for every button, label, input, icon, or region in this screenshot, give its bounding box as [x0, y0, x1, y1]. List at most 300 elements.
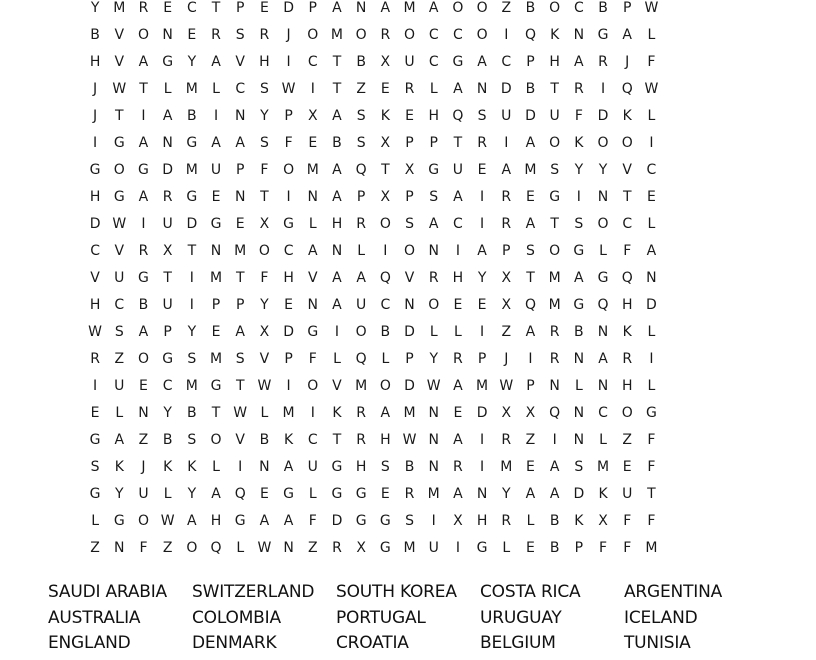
grid-letter[interactable]: W — [160, 513, 175, 529]
grid-letter[interactable]: E — [477, 162, 487, 178]
grid-letter[interactable]: Y — [260, 297, 269, 313]
grid-letter[interactable]: V — [235, 54, 245, 70]
grid-letter[interactable]: X — [307, 108, 318, 124]
grid-letter[interactable]: K — [574, 135, 584, 151]
grid-letter[interactable]: X — [598, 513, 608, 529]
grid-letter[interactable]: U — [428, 540, 439, 556]
grid-letter[interactable]: E — [380, 486, 390, 502]
grid-letter[interactable]: V — [259, 351, 270, 367]
grid-letter[interactable]: I — [213, 108, 219, 124]
grid-letter[interactable]: E — [163, 0, 173, 16]
grid-letter[interactable]: O — [452, 0, 464, 16]
grid-letter[interactable]: A — [525, 486, 536, 502]
grid-letter[interactable]: I — [141, 108, 146, 124]
grid-letter[interactable]: H — [89, 54, 101, 70]
grid-letter[interactable]: M — [645, 540, 658, 556]
grid-letter[interactable]: P — [502, 243, 511, 259]
grid-letter[interactable]: X — [404, 162, 415, 178]
grid-letter[interactable]: O — [597, 216, 609, 232]
grid-letter[interactable]: N — [307, 297, 319, 313]
grid-letter[interactable]: G — [645, 405, 657, 421]
grid-letter[interactable]: V — [114, 54, 125, 70]
grid-letter[interactable]: R — [211, 27, 221, 43]
grid-letter[interactable]: B — [525, 81, 536, 97]
grid-letter[interactable]: H — [380, 432, 391, 448]
grid-letter[interactable]: T — [187, 243, 197, 259]
grid-letter[interactable]: Q — [379, 270, 391, 286]
grid-letter[interactable]: S — [380, 459, 390, 475]
grid-letter[interactable]: Q — [621, 81, 633, 97]
grid-letter[interactable]: O — [307, 27, 319, 43]
grid-letter[interactable]: G — [89, 486, 101, 502]
grid-letter[interactable]: L — [599, 432, 607, 448]
grid-letter[interactable]: B — [549, 513, 560, 529]
grid-letter[interactable]: X — [259, 324, 270, 340]
grid-letter[interactable]: R — [259, 27, 270, 43]
grid-letter[interactable]: G — [89, 162, 101, 178]
grid-letter[interactable]: M — [548, 297, 561, 313]
grid-letter[interactable]: U — [501, 108, 512, 124]
grid-letter[interactable]: Z — [501, 324, 512, 340]
grid-letter[interactable]: R — [622, 351, 633, 367]
grid-letter[interactable]: C — [114, 297, 125, 313]
grid-letter[interactable]: I — [528, 351, 533, 367]
grid-letter[interactable]: D — [89, 216, 101, 232]
grid-letter[interactable]: N — [428, 243, 439, 259]
grid-letter[interactable]: B — [525, 0, 536, 16]
grid-letter[interactable]: I — [480, 189, 485, 205]
grid-letter[interactable]: F — [647, 54, 656, 70]
grid-letter[interactable]: T — [332, 432, 342, 448]
grid-letter[interactable]: N — [428, 459, 439, 475]
grid-letter[interactable]: G — [283, 486, 295, 502]
grid-letter[interactable]: I — [649, 351, 654, 367]
grid-letter[interactable]: S — [259, 135, 269, 151]
grid-letter[interactable]: R — [573, 81, 584, 97]
grid-letter[interactable]: I — [649, 135, 654, 151]
grid-letter[interactable]: A — [211, 54, 221, 70]
grid-letter[interactable]: L — [212, 81, 220, 97]
grid-letter[interactable]: P — [235, 162, 245, 178]
grid-letter[interactable]: G — [210, 378, 222, 394]
grid-letter[interactable]: T — [622, 189, 632, 205]
grid-letter[interactable]: A — [453, 486, 463, 502]
grid-letter[interactable]: M — [548, 270, 561, 286]
grid-letter[interactable]: L — [647, 216, 656, 232]
grid-letter[interactable]: Z — [501, 0, 512, 16]
grid-letter[interactable]: E — [259, 0, 269, 16]
grid-letter[interactable]: I — [310, 405, 315, 421]
grid-letter[interactable]: N — [234, 189, 246, 205]
grid-letter[interactable]: Y — [90, 0, 100, 16]
grid-letter[interactable]: E — [453, 405, 463, 421]
grid-letter[interactable]: P — [211, 297, 221, 313]
grid-letter[interactable]: A — [332, 297, 342, 313]
grid-letter[interactable]: I — [552, 432, 557, 448]
grid-letter[interactable]: A — [235, 324, 245, 340]
grid-letter[interactable]: L — [574, 378, 583, 394]
grid-letter[interactable]: E — [526, 459, 535, 475]
grid-letter[interactable]: S — [187, 432, 197, 448]
grid-letter[interactable]: S — [477, 108, 487, 124]
grid-letter[interactable]: N — [114, 540, 125, 556]
grid-letter[interactable]: L — [308, 216, 317, 232]
grid-letter[interactable]: E — [646, 189, 656, 205]
grid-letter[interactable]: N — [428, 432, 439, 448]
grid-letter[interactable]: E — [187, 27, 197, 43]
grid-letter[interactable]: E — [622, 459, 632, 475]
grid-letter[interactable]: G — [597, 27, 609, 43]
grid-letter[interactable]: B — [187, 108, 197, 124]
grid-letter[interactable]: R — [356, 216, 367, 232]
grid-letter[interactable]: N — [428, 405, 439, 421]
grid-letter[interactable]: M — [476, 378, 489, 394]
grid-letter[interactable]: Q — [524, 27, 536, 43]
grid-letter[interactable]: E — [259, 486, 269, 502]
grid-letter[interactable]: J — [504, 351, 509, 367]
grid-letter[interactable]: Q — [355, 162, 367, 178]
grid-letter[interactable]: W — [402, 432, 417, 448]
grid-letter[interactable]: G — [476, 540, 488, 556]
grid-letter[interactable]: B — [404, 459, 415, 475]
grid-letter[interactable]: Z — [622, 432, 633, 448]
grid-letter[interactable]: H — [452, 270, 464, 286]
grid-letter[interactable]: U — [549, 108, 560, 124]
grid-letter[interactable]: F — [574, 108, 583, 124]
grid-letter[interactable]: N — [283, 540, 294, 556]
grid-letter[interactable]: P — [405, 351, 414, 367]
grid-letter[interactable]: Z — [90, 540, 100, 556]
grid-letter[interactable]: Z — [162, 540, 173, 556]
grid-letter[interactable]: Q — [452, 108, 464, 124]
grid-letter[interactable]: S — [114, 324, 124, 340]
grid-letter[interactable]: N — [573, 432, 585, 448]
grid-letter[interactable]: C — [235, 81, 246, 97]
grid-letter[interactable]: A — [428, 216, 439, 232]
grid-letter[interactable]: C — [307, 54, 318, 70]
grid-letter[interactable]: S — [356, 135, 366, 151]
grid-letter[interactable]: C — [428, 27, 439, 43]
grid-letter[interactable]: A — [428, 0, 439, 16]
grid-letter[interactable]: F — [260, 270, 269, 286]
grid-letter[interactable]: I — [286, 378, 291, 394]
grid-letter[interactable]: L — [599, 243, 607, 259]
grid-letter[interactable]: A — [525, 135, 536, 151]
grid-letter[interactable]: E — [284, 297, 294, 313]
grid-letter[interactable]: S — [405, 513, 414, 529]
grid-letter[interactable]: S — [405, 216, 414, 232]
grid-letter[interactable]: X — [162, 243, 173, 259]
grid-letter[interactable]: S — [574, 459, 584, 475]
grid-letter[interactable]: T — [332, 54, 342, 70]
grid-letter[interactable]: G — [331, 459, 343, 475]
grid-letter[interactable]: M — [209, 270, 223, 286]
grid-letter[interactable]: C — [573, 0, 584, 16]
grid-letter[interactable]: F — [308, 351, 317, 367]
grid-letter[interactable]: N — [573, 405, 585, 421]
grid-letter[interactable]: X — [525, 405, 536, 421]
grid-letter[interactable]: K — [332, 405, 342, 421]
grid-letter[interactable]: P — [526, 378, 535, 394]
grid-letter[interactable]: R — [332, 540, 342, 556]
grid-letter[interactable]: A — [114, 432, 125, 448]
grid-letter[interactable]: R — [404, 81, 415, 97]
grid-letter[interactable]: C — [598, 405, 608, 421]
grid-letter[interactable]: W — [281, 81, 296, 97]
grid-letter[interactable]: G — [379, 540, 391, 556]
grid-letter[interactable]: Y — [187, 486, 197, 502]
grid-letter[interactable]: R — [90, 351, 100, 367]
grid-letter[interactable]: I — [93, 135, 98, 151]
grid-letter[interactable]: B — [356, 54, 366, 70]
grid-letter[interactable]: R — [453, 459, 463, 475]
grid-letter[interactable]: N — [597, 189, 609, 205]
grid-letter[interactable]: K — [598, 486, 608, 502]
grid-letter[interactable]: O — [621, 135, 633, 151]
grid-letter[interactable]: K — [284, 432, 294, 448]
grid-letter[interactable]: R — [501, 513, 512, 529]
grid-letter[interactable]: G — [355, 486, 367, 502]
grid-letter[interactable]: A — [549, 459, 560, 475]
grid-letter[interactable]: G — [113, 513, 125, 529]
grid-letter[interactable]: T — [115, 108, 124, 124]
grid-letter[interactable]: N — [307, 189, 319, 205]
grid-letter[interactable]: D — [162, 162, 174, 178]
grid-letter[interactable]: U — [114, 378, 125, 394]
grid-letter[interactable]: H — [621, 378, 633, 394]
grid-letter[interactable]: K — [622, 108, 632, 124]
grid-letter[interactable]: G — [234, 513, 246, 529]
grid-letter[interactable]: O — [137, 351, 149, 367]
grid-letter[interactable]: U — [114, 270, 125, 286]
grid-letter[interactable]: N — [355, 0, 367, 16]
grid-letter[interactable]: G — [186, 189, 198, 205]
grid-letter[interactable]: A — [574, 270, 584, 286]
grid-letter[interactable]: O — [379, 378, 391, 394]
grid-letter[interactable]: U — [162, 216, 173, 232]
grid-letter[interactable]: C — [622, 216, 633, 232]
grid-letter[interactable]: C — [380, 297, 391, 313]
grid-letter[interactable]: A — [453, 432, 463, 448]
grid-letter[interactable]: L — [429, 324, 438, 340]
grid-letter[interactable]: O — [404, 27, 416, 43]
grid-letter[interactable]: I — [480, 459, 485, 475]
grid-letter[interactable]: D — [525, 108, 536, 124]
grid-letter[interactable]: S — [187, 351, 197, 367]
grid-letter[interactable]: O — [476, 0, 488, 16]
grid-letter[interactable]: A — [332, 0, 342, 16]
grid-letter[interactable]: G — [210, 216, 222, 232]
grid-letter[interactable]: N — [234, 108, 246, 124]
grid-letter[interactable]: V — [404, 270, 415, 286]
grid-letter[interactable]: S — [259, 81, 269, 97]
grid-letter[interactable]: L — [163, 486, 172, 502]
grid-letter[interactable]: A — [598, 351, 608, 367]
grid-letter[interactable]: L — [163, 81, 172, 97]
grid-letter[interactable]: U — [622, 486, 633, 502]
grid-letter[interactable]: G — [113, 189, 125, 205]
grid-letter[interactable]: M — [306, 162, 319, 178]
grid-letter[interactable]: A — [549, 486, 560, 502]
grid-letter[interactable]: I — [480, 216, 485, 232]
grid-letter[interactable]: A — [380, 0, 391, 16]
grid-letter[interactable]: P — [284, 108, 293, 124]
grid-letter[interactable]: U — [307, 459, 318, 475]
grid-letter[interactable]: Q — [234, 486, 246, 502]
grid-letter[interactable]: F — [260, 162, 269, 178]
grid-letter[interactable]: A — [332, 189, 342, 205]
grid-letter[interactable]: K — [622, 324, 632, 340]
grid-letter[interactable]: D — [573, 486, 585, 502]
grid-letter[interactable]: I — [286, 54, 291, 70]
grid-letter[interactable]: O — [137, 27, 149, 43]
grid-letter[interactable]: A — [259, 513, 270, 529]
grid-letter[interactable]: O — [549, 0, 561, 16]
grid-letter[interactable]: B — [162, 432, 173, 448]
grid-letter[interactable]: Q — [621, 270, 633, 286]
grid-letter[interactable]: A — [525, 324, 536, 340]
grid-letter[interactable]: H — [428, 108, 439, 124]
grid-letter[interactable]: E — [90, 405, 100, 421]
grid-letter[interactable]: I — [310, 81, 315, 97]
grid-letter[interactable]: R — [356, 405, 367, 421]
grid-letter[interactable]: L — [429, 81, 438, 97]
grid-letter[interactable]: R — [549, 351, 560, 367]
grid-letter[interactable]: Y — [477, 270, 487, 286]
grid-letter[interactable]: A — [211, 135, 221, 151]
grid-letter[interactable]: O — [283, 162, 295, 178]
grid-letter[interactable]: O — [258, 243, 270, 259]
grid-letter[interactable]: P — [405, 135, 414, 151]
grid-letter[interactable]: U — [162, 297, 173, 313]
grid-letter[interactable]: O — [621, 405, 633, 421]
grid-letter[interactable]: A — [453, 378, 463, 394]
grid-letter[interactable]: B — [332, 135, 342, 151]
grid-letter[interactable]: K — [187, 459, 197, 475]
grid-letter[interactable]: U — [404, 54, 415, 70]
grid-letter[interactable]: G — [89, 432, 101, 448]
grid-letter[interactable]: L — [647, 27, 656, 43]
grid-letter[interactable]: N — [573, 27, 585, 43]
grid-letter[interactable]: Y — [187, 324, 197, 340]
grid-letter[interactable]: T — [526, 270, 535, 286]
grid-letter[interactable]: U — [452, 162, 464, 178]
grid-letter[interactable]: B — [598, 0, 608, 16]
grid-letter[interactable]: A — [162, 108, 173, 124]
grid-letter[interactable]: X — [380, 189, 391, 205]
grid-letter[interactable]: A — [453, 81, 463, 97]
grid-letter[interactable]: I — [480, 324, 485, 340]
grid-letter[interactable]: H — [259, 54, 270, 70]
grid-letter[interactable]: L — [647, 324, 656, 340]
grid-letter[interactable]: L — [502, 540, 511, 556]
grid-letter[interactable]: E — [526, 540, 535, 556]
grid-letter[interactable]: W — [112, 216, 127, 232]
grid-letter[interactable]: T — [211, 0, 221, 16]
grid-letter[interactable]: V — [114, 27, 125, 43]
grid-letter[interactable]: A — [501, 162, 512, 178]
grid-letter[interactable]: L — [357, 243, 366, 259]
grid-letter[interactable]: S — [356, 108, 366, 124]
grid-letter[interactable]: R — [162, 189, 173, 205]
grid-letter[interactable]: T — [550, 81, 559, 97]
grid-letter[interactable]: P — [163, 324, 172, 340]
grid-letter[interactable]: A — [138, 54, 149, 70]
grid-letter[interactable]: G — [452, 54, 464, 70]
grid-letter[interactable]: Q — [355, 351, 367, 367]
grid-letter[interactable]: F — [623, 243, 632, 259]
grid-letter[interactable]: M — [185, 81, 198, 97]
grid-letter[interactable]: C — [646, 162, 657, 178]
grid-letter[interactable]: N — [597, 378, 609, 394]
grid-letter[interactable]: R — [380, 27, 391, 43]
grid-letter[interactable]: C — [453, 27, 463, 43]
grid-letter[interactable]: N — [210, 243, 222, 259]
grid-letter[interactable]: M — [524, 162, 537, 178]
grid-letter[interactable]: I — [238, 459, 243, 475]
grid-letter[interactable]: C — [307, 432, 318, 448]
grid-letter[interactable]: N — [476, 81, 488, 97]
grid-letter[interactable]: T — [235, 270, 245, 286]
grid-letter[interactable]: Y — [163, 405, 172, 421]
grid-letter[interactable]: R — [138, 243, 149, 259]
grid-letter[interactable]: L — [260, 405, 269, 421]
grid-letter[interactable]: W — [112, 81, 127, 97]
grid-letter[interactable]: Q — [524, 297, 536, 313]
grid-letter[interactable]: A — [138, 189, 149, 205]
grid-letter[interactable]: A — [332, 108, 342, 124]
grid-letter[interactable]: D — [186, 216, 198, 232]
grid-letter[interactable]: I — [600, 81, 606, 97]
grid-letter[interactable]: F — [284, 135, 293, 151]
grid-letter[interactable]: I — [455, 243, 460, 259]
grid-letter[interactable]: K — [163, 459, 173, 475]
grid-letter[interactable]: P — [405, 189, 414, 205]
grid-letter[interactable]: O — [355, 27, 367, 43]
grid-letter[interactable]: N — [331, 243, 343, 259]
grid-letter[interactable]: U — [356, 297, 367, 313]
grid-letter[interactable]: N — [259, 459, 270, 475]
grid-letter[interactable]: F — [647, 459, 656, 475]
grid-letter[interactable]: X — [501, 405, 512, 421]
grid-letter[interactable]: Y — [260, 108, 269, 124]
grid-letter[interactable]: G — [138, 162, 149, 178]
grid-letter[interactable]: G — [283, 216, 295, 232]
grid-letter[interactable]: Y — [574, 162, 584, 178]
grid-letter[interactable]: M — [403, 0, 416, 16]
grid-letter[interactable]: A — [138, 135, 149, 151]
grid-letter[interactable]: A — [477, 54, 487, 70]
grid-letter[interactable]: X — [501, 297, 512, 313]
grid-letter[interactable]: L — [333, 351, 341, 367]
grid-letter[interactable]: P — [356, 189, 366, 205]
grid-letter[interactable]: T — [332, 81, 342, 97]
grid-letter[interactable]: R — [356, 432, 367, 448]
grid-letter[interactable]: E — [453, 297, 463, 313]
grid-letter[interactable]: R — [428, 270, 439, 286]
grid-letter[interactable]: Y — [429, 351, 438, 367]
grid-letter[interactable]: G — [186, 135, 198, 151]
grid-letter[interactable]: D — [283, 0, 294, 16]
grid-letter[interactable]: V — [307, 270, 318, 286]
grid-letter[interactable]: Z — [114, 351, 125, 367]
grid-letter[interactable]: N — [138, 405, 149, 421]
grid-letter[interactable]: I — [431, 513, 436, 529]
grid-letter[interactable]: I — [383, 243, 388, 259]
grid-letter[interactable]: O — [597, 135, 609, 151]
grid-letter[interactable]: L — [91, 513, 99, 529]
grid-letter[interactable]: L — [212, 459, 220, 475]
